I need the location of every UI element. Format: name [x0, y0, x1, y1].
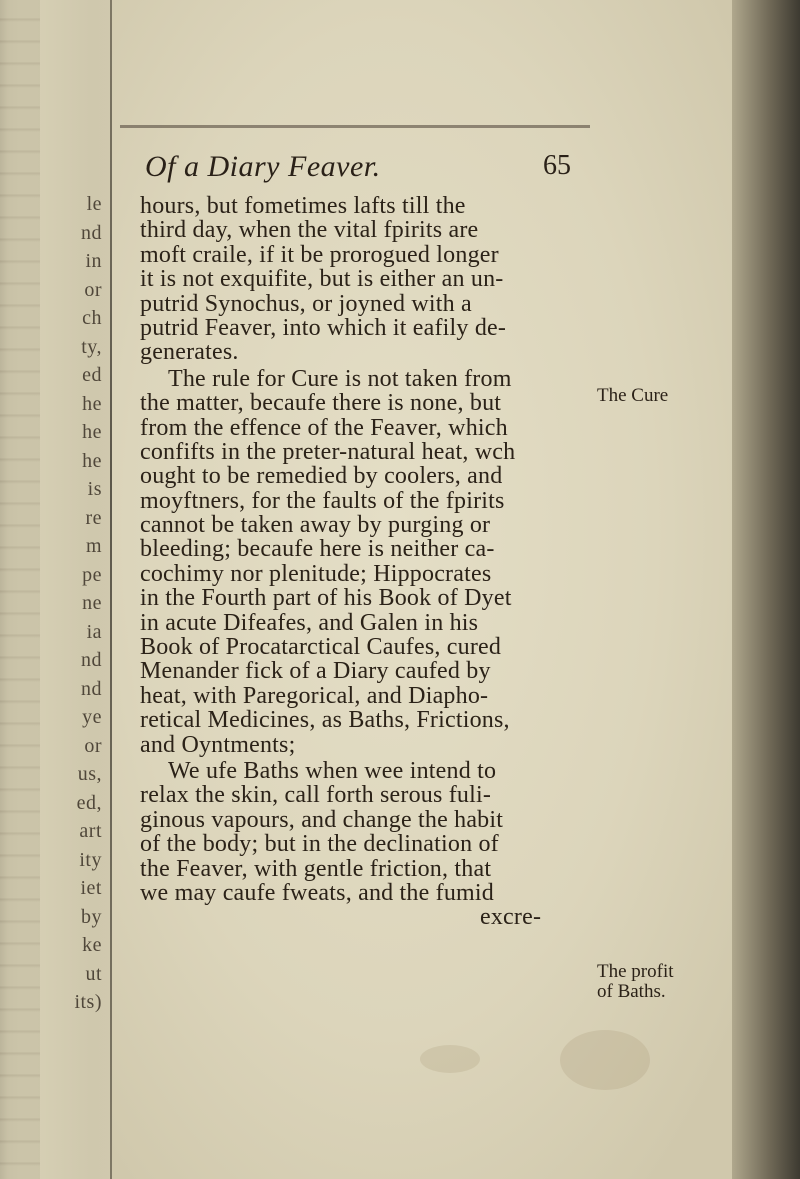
facing-page-fragment: ch: [82, 307, 102, 329]
text-line: third day, when the vital fpirits are: [140, 217, 479, 244]
text-line: generates.: [140, 339, 239, 366]
text-line: retical Medicines, as Baths, Frictions,: [140, 707, 510, 734]
text-line: ought to be remedied by coolers, and: [140, 463, 503, 490]
facing-page-fragment: art: [79, 820, 102, 842]
text-line: in the Fourth part of his Book of Dyet: [140, 585, 512, 612]
text-line: heat, with Paregorical, and Diapho-: [140, 682, 489, 709]
facing-page-fragment: nd: [81, 221, 102, 244]
text-line: ginous vapours, and change the habit: [140, 806, 504, 833]
paper-stain: [420, 1045, 480, 1073]
text-line: relax the skin, call forth serous fuli-: [140, 782, 492, 809]
text-line: the matter, becaufe there is none, but: [140, 390, 502, 417]
text-line: hours, but fometimes lafts till the: [140, 193, 466, 219]
facing-page-fragment: re: [85, 506, 102, 529]
facing-page-fragments: [42, 190, 102, 1017]
facing-page-fragment: ed: [82, 364, 102, 386]
margin-note-profit: The profit: [597, 961, 674, 982]
text-line: cochimy nor plenitude; Hippocrates: [140, 560, 492, 587]
running-title: Of a Diary Feaver.: [145, 150, 381, 183]
text-line: and Oyntments;: [140, 731, 296, 758]
facing-page-fragment: m: [85, 535, 102, 557]
facing-page-fragment: ne: [82, 592, 102, 614]
facing-page-fragment: or: [84, 734, 102, 757]
text-line: moyftners, for the faults of the fpirits: [140, 487, 505, 514]
paper-stain: [560, 1030, 650, 1090]
facing-page-fragment: or: [84, 278, 102, 301]
text-line: from the effence of the Feaver, which: [140, 414, 508, 441]
text-line: The rule for Cure is not taken from: [168, 365, 512, 392]
text-line: confifts in the preter-natural heat, wch: [140, 438, 516, 465]
facing-page-fragment: ke: [82, 934, 102, 956]
facing-page-fragment: le: [86, 193, 102, 215]
facing-page-fragment: its): [74, 991, 102, 1013]
facing-page-fragment: ut: [85, 962, 102, 985]
text-line: we may caufe fweats, and the fumid: [140, 879, 494, 906]
facing-page-fragment: he: [82, 421, 102, 443]
text-line: bleeding; becaufe here is neither ca-: [140, 536, 495, 563]
text-line: Book of Procatarctical Caufes, cured: [140, 634, 502, 661]
facing-page-fragment: ye: [82, 706, 102, 728]
text-line: in acute Difeafes, and Galen in his: [140, 609, 479, 636]
facing-page-fragment: iet: [80, 877, 102, 899]
facing-page-fragment: in: [85, 250, 102, 272]
catchword: excre-: [480, 904, 542, 931]
page-number: 65: [543, 150, 571, 181]
facing-page-fragment: by: [81, 905, 102, 928]
text-line: the Feaver, with gentle friction, that: [140, 855, 492, 882]
header-rule: [120, 125, 590, 128]
text-line: We ufe Baths when wee intend to: [168, 757, 497, 784]
facing-page-edge: [0, 0, 40, 1179]
text-line: Menander fick of a Diary caufed by: [140, 658, 491, 685]
facing-page-fragment: he: [82, 449, 102, 472]
margin-note-cure: The Cure: [597, 385, 669, 406]
facing-page-fragment: nd: [81, 677, 102, 700]
facing-page-fragment: us,: [77, 763, 102, 785]
facing-page-fragment: he: [82, 392, 102, 415]
facing-page-fragment: pe: [82, 563, 102, 586]
facing-page-fragment: ty,: [81, 335, 102, 358]
facing-page-fragment: ed,: [76, 791, 102, 814]
text-line: putrid Feaver, into which it eafily de-: [140, 314, 507, 341]
facing-page-fragment: nd: [81, 649, 102, 671]
text-line: of the body; but in the declination of: [140, 831, 499, 858]
text-line: moft craile, if it be prorogued longer: [140, 241, 499, 268]
facing-page-fragment: ia: [86, 620, 102, 643]
text-line: putrid Synochus, or joyned with a: [140, 290, 472, 317]
page-header: [145, 150, 625, 190]
text-line: it is not exquifite, but is either an un-: [140, 266, 504, 293]
margin-note-profit-cont: of Baths.: [597, 981, 666, 1002]
facing-page-fragment: ity: [79, 848, 102, 871]
text-line: cannot be taken away by purging or: [140, 512, 491, 539]
facing-page-fragment: is: [87, 478, 102, 500]
page-text: [140, 194, 580, 930]
